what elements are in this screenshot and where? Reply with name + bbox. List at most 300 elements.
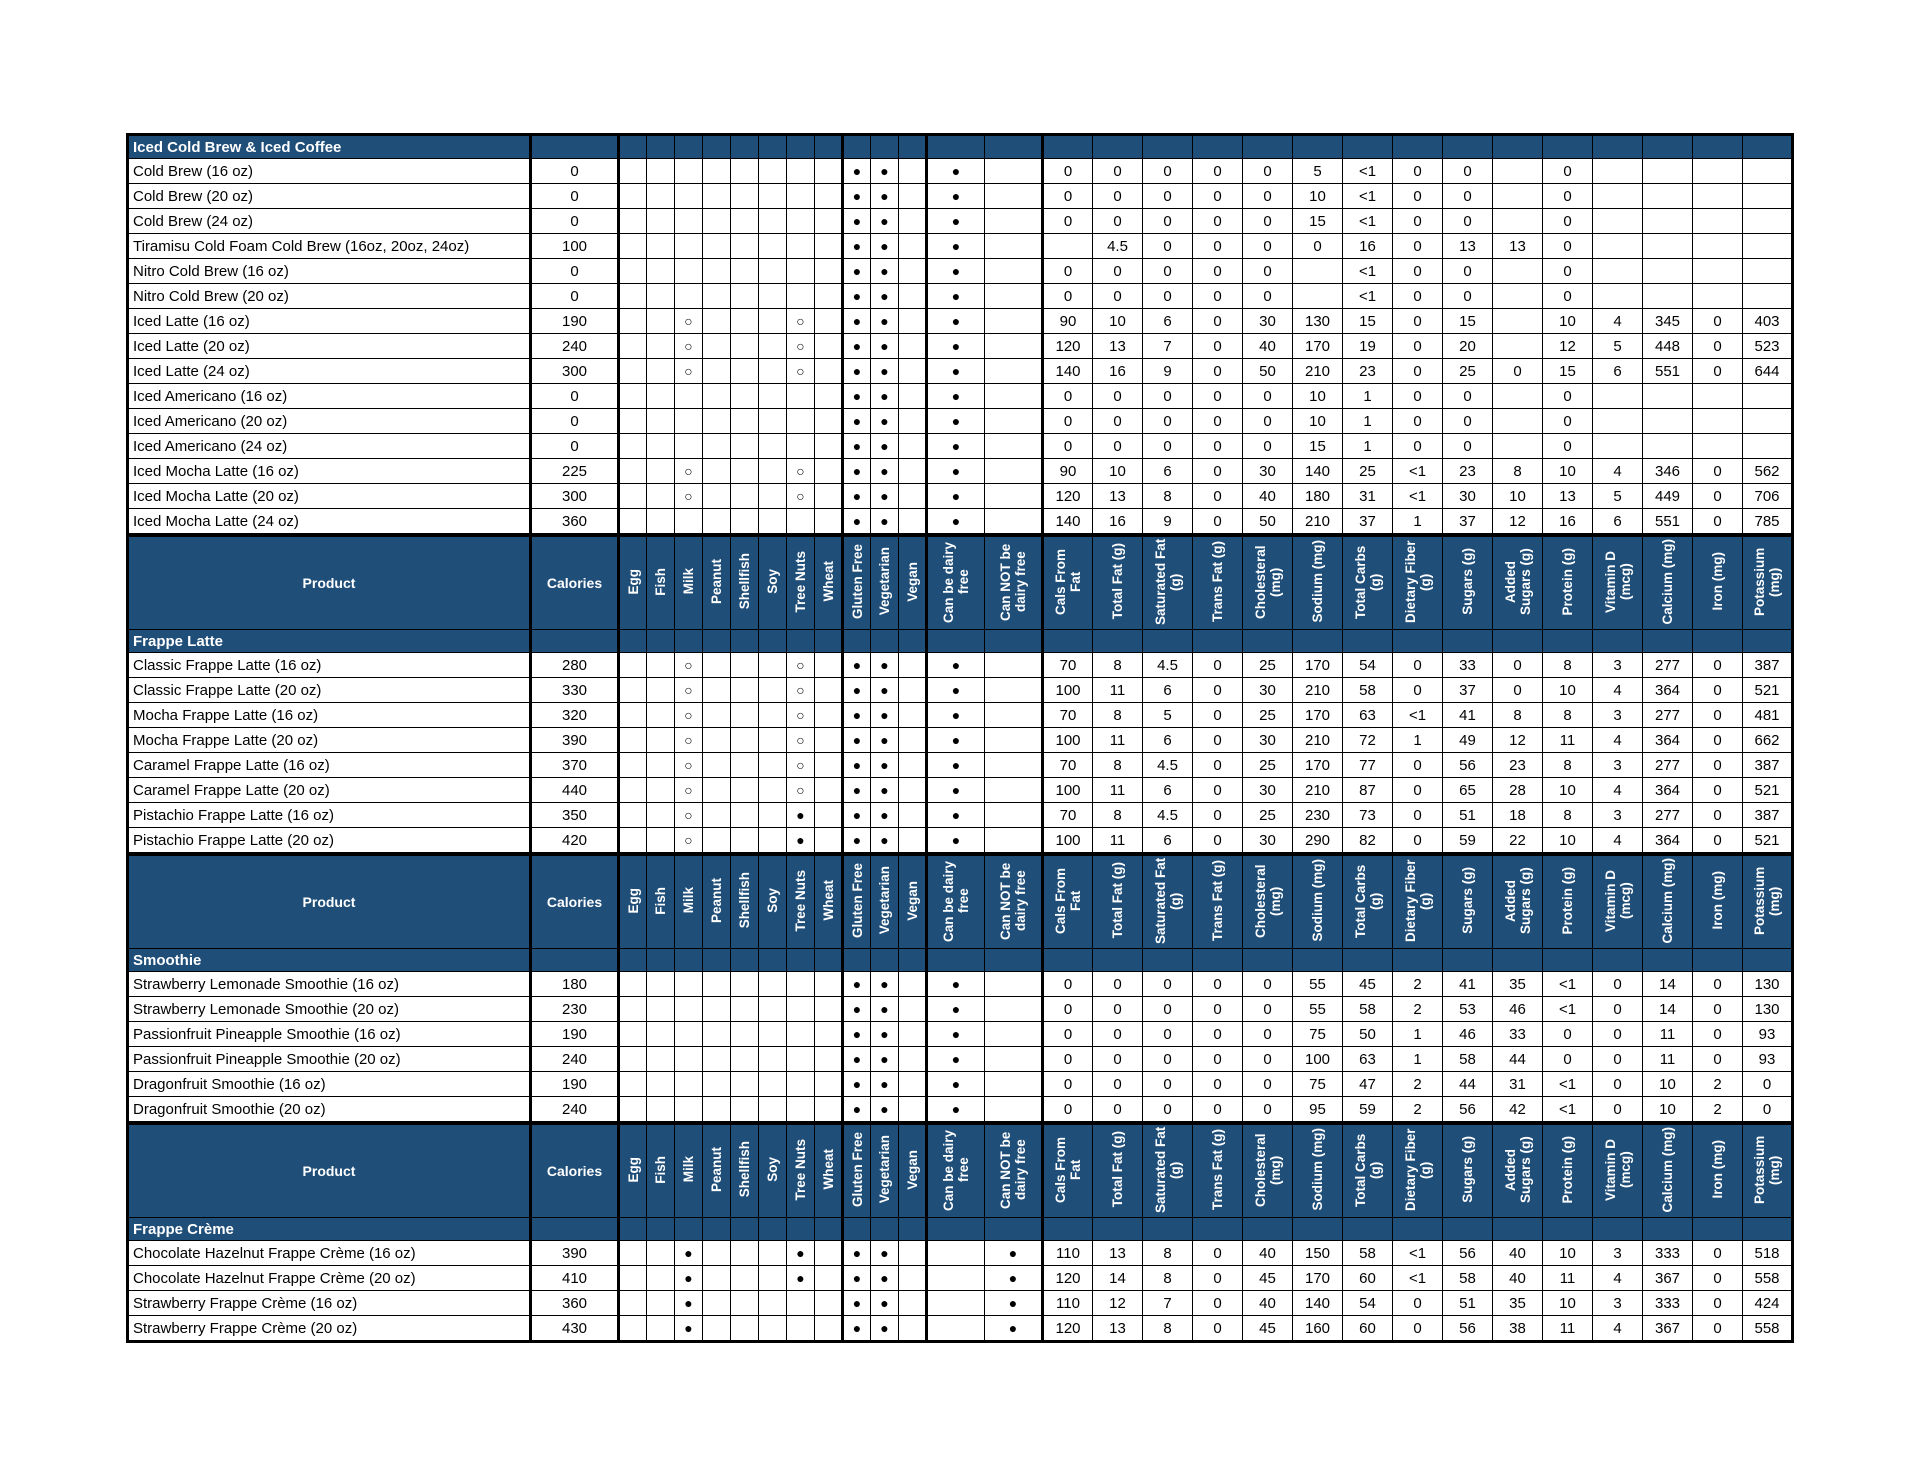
cell-saturated-fat-g: 6 bbox=[1143, 828, 1193, 855]
header-label: Tree Nuts bbox=[793, 1138, 808, 1201]
cell-egg bbox=[619, 753, 647, 778]
product-name: Pistachio Frappe Latte (20 oz) bbox=[128, 828, 531, 855]
cell-trans-fat-g: 0 bbox=[1193, 1291, 1243, 1316]
cell-vitamin-d-mcg: 4 bbox=[1593, 1316, 1643, 1342]
cell-cals-from-fat: 100 bbox=[1043, 778, 1093, 803]
header-can-not-be-dairy-free bbox=[985, 1123, 1043, 1218]
header-potassium-mg bbox=[1743, 535, 1793, 630]
cell-peanut bbox=[703, 803, 731, 828]
cell-egg bbox=[619, 209, 647, 234]
header-label: Shellfish bbox=[737, 553, 752, 610]
cell-calcium-mg: 11 bbox=[1643, 1022, 1693, 1047]
cell-potassium-mg bbox=[1743, 234, 1793, 259]
cell-protein-g: <1 bbox=[1543, 997, 1593, 1022]
cell-potassium-mg: 424 bbox=[1743, 1291, 1793, 1316]
cell-peanut bbox=[703, 484, 731, 509]
cell-total-fat-g: 8 bbox=[1093, 803, 1143, 828]
cell-total-fat-g: 0 bbox=[1093, 1047, 1143, 1072]
cell-protein-g: 11 bbox=[1543, 728, 1593, 753]
cell-cholesteral-mg: 30 bbox=[1243, 778, 1293, 803]
cell-sugars-g: 23 bbox=[1443, 459, 1493, 484]
section-title-cell bbox=[1643, 1218, 1693, 1241]
cell-trans-fat-g: 0 bbox=[1193, 1097, 1243, 1124]
cell-total-fat-g: 13 bbox=[1093, 1316, 1143, 1342]
table-row bbox=[128, 1022, 1793, 1047]
cell-shellfish bbox=[731, 1097, 759, 1124]
cell-saturated-fat-g: 0 bbox=[1143, 284, 1193, 309]
cell-protein-g: 0 bbox=[1543, 1047, 1593, 1072]
cell-potassium-mg: 558 bbox=[1743, 1316, 1793, 1342]
cell-sugars-g: 33 bbox=[1443, 653, 1493, 678]
header-dietary-fiber-g bbox=[1393, 535, 1443, 630]
cell-calories: 180 bbox=[531, 972, 619, 997]
cell-trans-fat-g: 0 bbox=[1193, 753, 1243, 778]
cell-calories: 240 bbox=[531, 1097, 619, 1124]
cell-potassium-mg: 130 bbox=[1743, 972, 1793, 997]
cell-total-carbs-g: <1 bbox=[1343, 209, 1393, 234]
cell-wheat bbox=[815, 997, 843, 1022]
cell-saturated-fat-g: 0 bbox=[1143, 1072, 1193, 1097]
cell-sugars-g: 56 bbox=[1443, 1241, 1493, 1266]
product-name: Classic Frappe Latte (20 oz) bbox=[128, 678, 531, 703]
cell-egg bbox=[619, 484, 647, 509]
cell-calories: 300 bbox=[531, 484, 619, 509]
cell-dietary-fiber-g: <1 bbox=[1393, 1241, 1443, 1266]
cell-saturated-fat-g: 4.5 bbox=[1143, 753, 1193, 778]
cell-potassium-mg: 0 bbox=[1743, 1072, 1793, 1097]
cell-soy bbox=[759, 284, 787, 309]
cell-shellfish bbox=[731, 234, 759, 259]
cell-trans-fat-g: 0 bbox=[1193, 728, 1243, 753]
cell-saturated-fat-g: 8 bbox=[1143, 484, 1193, 509]
cell-trans-fat-g: 0 bbox=[1193, 1241, 1243, 1266]
cell-trans-fat-g: 0 bbox=[1193, 359, 1243, 384]
cell-iron-mg bbox=[1693, 184, 1743, 209]
cell-peanut bbox=[703, 284, 731, 309]
cell-total-carbs-g: 54 bbox=[1343, 653, 1393, 678]
cell-cals-from-fat: 140 bbox=[1043, 359, 1093, 384]
section-title-cell bbox=[1043, 949, 1093, 972]
section-title-cell bbox=[1643, 135, 1693, 159]
header-label: Wheat bbox=[820, 880, 836, 921]
cell-tree-nuts bbox=[787, 434, 815, 459]
cell-sodium-mg: 210 bbox=[1293, 359, 1343, 384]
cell-calories: 0 bbox=[531, 259, 619, 284]
header-saturated-fat-g bbox=[1143, 535, 1193, 630]
cell-trans-fat-g: 0 bbox=[1193, 309, 1243, 334]
cell-vegetarian: ● bbox=[871, 309, 899, 334]
cell-sugars-g: 51 bbox=[1443, 803, 1493, 828]
cell-cals-from-fat: 90 bbox=[1043, 459, 1093, 484]
header-cholesteral-mg bbox=[1243, 1123, 1293, 1218]
cell-cholesteral-mg: 0 bbox=[1243, 1022, 1293, 1047]
cell-gluten-free: ● bbox=[843, 678, 871, 703]
section-title-cell bbox=[1393, 1218, 1443, 1241]
cell-added-sugars-g bbox=[1493, 184, 1543, 209]
header-label: Potassium (mg) bbox=[1752, 547, 1782, 616]
cell-can-be-dairy-free: ● bbox=[927, 509, 985, 536]
header-label: Can NOT be dairy free bbox=[998, 542, 1028, 621]
cell-vegetarian: ● bbox=[871, 997, 899, 1022]
cell-egg bbox=[619, 828, 647, 855]
cell-vegetarian: ● bbox=[871, 359, 899, 384]
product-name: Strawberry Frappe Crème (20 oz) bbox=[128, 1316, 531, 1342]
cell-vitamin-d-mcg bbox=[1593, 434, 1643, 459]
cell-vitamin-d-mcg: 4 bbox=[1593, 459, 1643, 484]
cell-total-fat-g: 11 bbox=[1093, 828, 1143, 855]
cell-fish bbox=[647, 209, 675, 234]
cell-milk bbox=[675, 1022, 703, 1047]
cell-sugars-g: 30 bbox=[1443, 484, 1493, 509]
cell-egg bbox=[619, 1316, 647, 1342]
cell-egg bbox=[619, 1047, 647, 1072]
header-fish bbox=[647, 1123, 675, 1218]
cell-dietary-fiber-g: 2 bbox=[1393, 1097, 1443, 1124]
cell-sugars-g: 0 bbox=[1443, 434, 1493, 459]
cell-protein-g: <1 bbox=[1543, 1072, 1593, 1097]
cell-milk: ○ bbox=[675, 728, 703, 753]
cell-iron-mg bbox=[1693, 209, 1743, 234]
product-name: Dragonfruit Smoothie (16 oz) bbox=[128, 1072, 531, 1097]
header-sodium-mg bbox=[1293, 1123, 1343, 1218]
cell-cholesteral-mg: 0 bbox=[1243, 209, 1293, 234]
cell-vitamin-d-mcg: 4 bbox=[1593, 728, 1643, 753]
cell-wheat bbox=[815, 1097, 843, 1124]
cell-egg bbox=[619, 509, 647, 536]
cell-protein-g: 13 bbox=[1543, 484, 1593, 509]
section-title-cell bbox=[675, 1218, 703, 1241]
cell-soy bbox=[759, 997, 787, 1022]
cell-egg bbox=[619, 284, 647, 309]
cell-egg bbox=[619, 703, 647, 728]
cell-fish bbox=[647, 359, 675, 384]
cell-vegan bbox=[899, 1316, 927, 1342]
cell-vegan bbox=[899, 1097, 927, 1124]
cell-cals-from-fat: 0 bbox=[1043, 1097, 1093, 1124]
cell-soy bbox=[759, 234, 787, 259]
section-title-cell bbox=[675, 135, 703, 159]
header-can-be-dairy-free bbox=[927, 1123, 985, 1218]
cell-gluten-free: ● bbox=[843, 1266, 871, 1291]
cell-gluten-free: ● bbox=[843, 459, 871, 484]
section-title-cell bbox=[759, 1218, 787, 1241]
cell-added-sugars-g bbox=[1493, 209, 1543, 234]
cell-added-sugars-g: 40 bbox=[1493, 1266, 1543, 1291]
cell-fish bbox=[647, 509, 675, 536]
cell-can-be-dairy-free: ● bbox=[927, 1022, 985, 1047]
header-dietary-fiber-g bbox=[1393, 1123, 1443, 1218]
table-row bbox=[128, 828, 1793, 855]
header-dietary-fiber-g bbox=[1393, 854, 1443, 949]
cell-trans-fat-g: 0 bbox=[1193, 1022, 1243, 1047]
header-sodium-mg bbox=[1293, 535, 1343, 630]
section-title-cell bbox=[1743, 630, 1793, 653]
section-title-cell bbox=[731, 949, 759, 972]
header-label: Tree Nuts bbox=[793, 869, 808, 932]
section-title-cell bbox=[731, 135, 759, 159]
cell-cals-from-fat: 110 bbox=[1043, 1291, 1093, 1316]
cell-total-carbs-g: 82 bbox=[1343, 828, 1393, 855]
cell-can-not-be-dairy-free bbox=[985, 234, 1043, 259]
section-title-cell bbox=[1443, 135, 1493, 159]
header-label: Can be dairy free bbox=[941, 540, 971, 623]
cell-total-fat-g: 0 bbox=[1093, 972, 1143, 997]
cell-total-carbs-g: <1 bbox=[1343, 259, 1393, 284]
cell-soy bbox=[759, 1097, 787, 1124]
cell-can-be-dairy-free: ● bbox=[927, 459, 985, 484]
cell-vegan bbox=[899, 334, 927, 359]
header-label: Saturated Fat (g) bbox=[1152, 857, 1183, 944]
section-title-cell bbox=[675, 630, 703, 653]
cell-vegan bbox=[899, 1291, 927, 1316]
product-name: Iced Mocha Latte (16 oz) bbox=[128, 459, 531, 484]
cell-sugars-g: 0 bbox=[1443, 184, 1493, 209]
section-title: Iced Cold Brew & Iced Coffee bbox=[128, 135, 531, 159]
header-peanut bbox=[703, 1123, 731, 1218]
cell-total-carbs-g: 63 bbox=[1343, 1047, 1393, 1072]
section-title-cell bbox=[759, 630, 787, 653]
cell-total-carbs-g: 77 bbox=[1343, 753, 1393, 778]
cell-wheat bbox=[815, 409, 843, 434]
section-title-cell bbox=[531, 949, 619, 972]
header-iron-mg bbox=[1693, 535, 1743, 630]
header-iron-mg bbox=[1693, 1123, 1743, 1218]
cell-egg bbox=[619, 409, 647, 434]
cell-milk: ○ bbox=[675, 359, 703, 384]
cell-fish bbox=[647, 1316, 675, 1342]
section-title-cell bbox=[647, 135, 675, 159]
cell-vegan bbox=[899, 509, 927, 536]
section-title-cell bbox=[927, 135, 985, 159]
table-row bbox=[128, 259, 1793, 284]
cell-trans-fat-g: 0 bbox=[1193, 209, 1243, 234]
cell-added-sugars-g bbox=[1493, 409, 1543, 434]
cell-vitamin-d-mcg: 3 bbox=[1593, 703, 1643, 728]
cell-calcium-mg: 449 bbox=[1643, 484, 1693, 509]
cell-sugars-g: 37 bbox=[1443, 678, 1493, 703]
cell-tree-nuts: ○ bbox=[787, 703, 815, 728]
cell-added-sugars-g: 10 bbox=[1493, 484, 1543, 509]
cell-fish bbox=[647, 997, 675, 1022]
header-sodium-mg bbox=[1293, 854, 1343, 949]
cell-vegetarian: ● bbox=[871, 1022, 899, 1047]
header-calories: Calories bbox=[531, 1123, 619, 1218]
section-title-cell bbox=[1493, 135, 1543, 159]
cell-sodium-mg: 180 bbox=[1293, 484, 1343, 509]
cell-vegetarian: ● bbox=[871, 384, 899, 409]
header-label: Added Sugars (g) bbox=[1502, 867, 1533, 934]
cell-cholesteral-mg: 40 bbox=[1243, 1241, 1293, 1266]
cell-milk: ○ bbox=[675, 828, 703, 855]
cell-protein-g: 10 bbox=[1543, 828, 1593, 855]
cell-soy bbox=[759, 209, 787, 234]
header-label: Saturated Fat (g) bbox=[1152, 1126, 1183, 1213]
cell-saturated-fat-g: 0 bbox=[1143, 997, 1193, 1022]
cell-total-carbs-g: 19 bbox=[1343, 334, 1393, 359]
header-product: Product bbox=[128, 535, 531, 630]
section-title: Frappe Latte bbox=[128, 630, 531, 653]
cell-calories: 280 bbox=[531, 653, 619, 678]
table-row bbox=[128, 1241, 1793, 1266]
cell-iron-mg: 0 bbox=[1693, 972, 1743, 997]
table-row bbox=[128, 703, 1793, 728]
cell-potassium-mg: 521 bbox=[1743, 828, 1793, 855]
cell-saturated-fat-g: 0 bbox=[1143, 384, 1193, 409]
cell-vegan bbox=[899, 778, 927, 803]
cell-cholesteral-mg: 45 bbox=[1243, 1316, 1293, 1342]
cell-gluten-free: ● bbox=[843, 753, 871, 778]
section-title-cell bbox=[647, 630, 675, 653]
cell-can-be-dairy-free: ● bbox=[927, 484, 985, 509]
cell-shellfish bbox=[731, 803, 759, 828]
cell-dietary-fiber-g: 1 bbox=[1393, 1022, 1443, 1047]
header-label: Cholesteral (mg) bbox=[1252, 863, 1283, 938]
cell-gluten-free: ● bbox=[843, 484, 871, 509]
table-row bbox=[128, 653, 1793, 678]
header-can-be-dairy-free bbox=[927, 854, 985, 949]
header-wheat bbox=[815, 1123, 843, 1218]
header-soy bbox=[759, 1123, 787, 1218]
cell-protein-g: 0 bbox=[1543, 384, 1593, 409]
cell-iron-mg: 0 bbox=[1693, 753, 1743, 778]
cell-peanut bbox=[703, 1291, 731, 1316]
cell-gluten-free: ● bbox=[843, 409, 871, 434]
cell-shellfish bbox=[731, 1266, 759, 1291]
section-title-cell bbox=[1293, 135, 1343, 159]
cell-sugars-g: 0 bbox=[1443, 159, 1493, 184]
section-title-cell bbox=[1393, 135, 1443, 159]
product-name: Strawberry Frappe Crème (16 oz) bbox=[128, 1291, 531, 1316]
cell-cholesteral-mg: 30 bbox=[1243, 678, 1293, 703]
section-title-cell bbox=[787, 630, 815, 653]
cell-added-sugars-g bbox=[1493, 259, 1543, 284]
cell-peanut bbox=[703, 184, 731, 209]
section-title-cell bbox=[619, 630, 647, 653]
cell-cals-from-fat: 0 bbox=[1043, 159, 1093, 184]
cell-total-carbs-g: 59 bbox=[1343, 1097, 1393, 1124]
section-title-cell bbox=[1743, 949, 1793, 972]
cell-saturated-fat-g: 5 bbox=[1143, 703, 1193, 728]
cell-protein-g: 0 bbox=[1543, 234, 1593, 259]
section-title-cell bbox=[843, 630, 871, 653]
section-title-cell bbox=[1593, 1218, 1643, 1241]
table-row bbox=[128, 309, 1793, 334]
header-label: Tree Nuts bbox=[793, 550, 808, 613]
cell-wheat bbox=[815, 384, 843, 409]
cell-potassium-mg: 644 bbox=[1743, 359, 1793, 384]
cell-milk bbox=[675, 284, 703, 309]
cell-iron-mg: 0 bbox=[1693, 1316, 1743, 1342]
header-product: Product bbox=[128, 1123, 531, 1218]
cell-dietary-fiber-g: <1 bbox=[1393, 703, 1443, 728]
cell-milk bbox=[675, 409, 703, 434]
cell-saturated-fat-g: 0 bbox=[1143, 972, 1193, 997]
product-name: Nitro Cold Brew (16 oz) bbox=[128, 259, 531, 284]
cell-egg bbox=[619, 1097, 647, 1124]
cell-total-fat-g: 0 bbox=[1093, 1022, 1143, 1047]
cell-can-not-be-dairy-free bbox=[985, 484, 1043, 509]
cell-protein-g: 10 bbox=[1543, 778, 1593, 803]
product-name: Nitro Cold Brew (20 oz) bbox=[128, 284, 531, 309]
section-title-cell bbox=[985, 1218, 1043, 1241]
cell-soy bbox=[759, 334, 787, 359]
header-protein-g bbox=[1543, 854, 1593, 949]
cell-trans-fat-g: 0 bbox=[1193, 409, 1243, 434]
cell-can-be-dairy-free bbox=[927, 1316, 985, 1342]
cell-vegetarian: ● bbox=[871, 828, 899, 855]
cell-calcium-mg bbox=[1643, 384, 1693, 409]
cell-vegetarian: ● bbox=[871, 1097, 899, 1124]
cell-vegan bbox=[899, 359, 927, 384]
section-title-cell bbox=[1393, 949, 1443, 972]
cell-calories: 430 bbox=[531, 1316, 619, 1342]
cell-can-be-dairy-free: ● bbox=[927, 972, 985, 997]
cell-calcium-mg: 364 bbox=[1643, 778, 1693, 803]
cell-vitamin-d-mcg: 0 bbox=[1593, 1072, 1643, 1097]
cell-gluten-free: ● bbox=[843, 703, 871, 728]
cell-calcium-mg: 11 bbox=[1643, 1047, 1693, 1072]
cell-tree-nuts bbox=[787, 1072, 815, 1097]
cell-iron-mg: 0 bbox=[1693, 778, 1743, 803]
cell-fish bbox=[647, 484, 675, 509]
cell-can-be-dairy-free bbox=[927, 1291, 985, 1316]
cell-protein-g: 0 bbox=[1543, 409, 1593, 434]
cell-calories: 370 bbox=[531, 753, 619, 778]
header-egg bbox=[619, 1123, 647, 1218]
cell-trans-fat-g: 0 bbox=[1193, 1072, 1243, 1097]
cell-total-carbs-g: 50 bbox=[1343, 1022, 1393, 1047]
cell-cholesteral-mg: 25 bbox=[1243, 753, 1293, 778]
cell-protein-g: 12 bbox=[1543, 334, 1593, 359]
cell-sugars-g: 13 bbox=[1443, 234, 1493, 259]
cell-soy bbox=[759, 1266, 787, 1291]
cell-egg bbox=[619, 972, 647, 997]
cell-calories: 230 bbox=[531, 997, 619, 1022]
cell-gluten-free: ● bbox=[843, 1022, 871, 1047]
cell-total-carbs-g: 16 bbox=[1343, 234, 1393, 259]
cell-dietary-fiber-g: 0 bbox=[1393, 653, 1443, 678]
cell-wheat bbox=[815, 184, 843, 209]
cell-gluten-free: ● bbox=[843, 1072, 871, 1097]
cell-shellfish bbox=[731, 828, 759, 855]
cell-trans-fat-g: 0 bbox=[1193, 184, 1243, 209]
header-added-sugars-g bbox=[1493, 1123, 1543, 1218]
cell-saturated-fat-g: 8 bbox=[1143, 1241, 1193, 1266]
header-label: Calcium (mg) bbox=[1660, 538, 1675, 625]
cell-vegetarian: ● bbox=[871, 484, 899, 509]
cell-tree-nuts bbox=[787, 972, 815, 997]
cell-vitamin-d-mcg: 3 bbox=[1593, 753, 1643, 778]
cell-saturated-fat-g: 0 bbox=[1143, 1047, 1193, 1072]
header-sugars-g bbox=[1443, 1123, 1493, 1218]
cell-can-not-be-dairy-free bbox=[985, 703, 1043, 728]
section-title-cell bbox=[703, 1218, 731, 1241]
cell-added-sugars-g: 0 bbox=[1493, 678, 1543, 703]
cell-protein-g: 8 bbox=[1543, 753, 1593, 778]
cell-shellfish bbox=[731, 309, 759, 334]
cell-can-be-dairy-free: ● bbox=[927, 828, 985, 855]
cell-can-not-be-dairy-free bbox=[985, 997, 1043, 1022]
cell-iron-mg: 0 bbox=[1693, 459, 1743, 484]
cell-soy bbox=[759, 778, 787, 803]
cell-total-fat-g: 0 bbox=[1093, 209, 1143, 234]
section-title-cell bbox=[1593, 630, 1643, 653]
cell-potassium-mg: 403 bbox=[1743, 309, 1793, 334]
cell-milk bbox=[675, 1097, 703, 1124]
cell-iron-mg: 0 bbox=[1693, 1047, 1743, 1072]
section-title-cell bbox=[1493, 630, 1543, 653]
cell-added-sugars-g: 8 bbox=[1493, 459, 1543, 484]
